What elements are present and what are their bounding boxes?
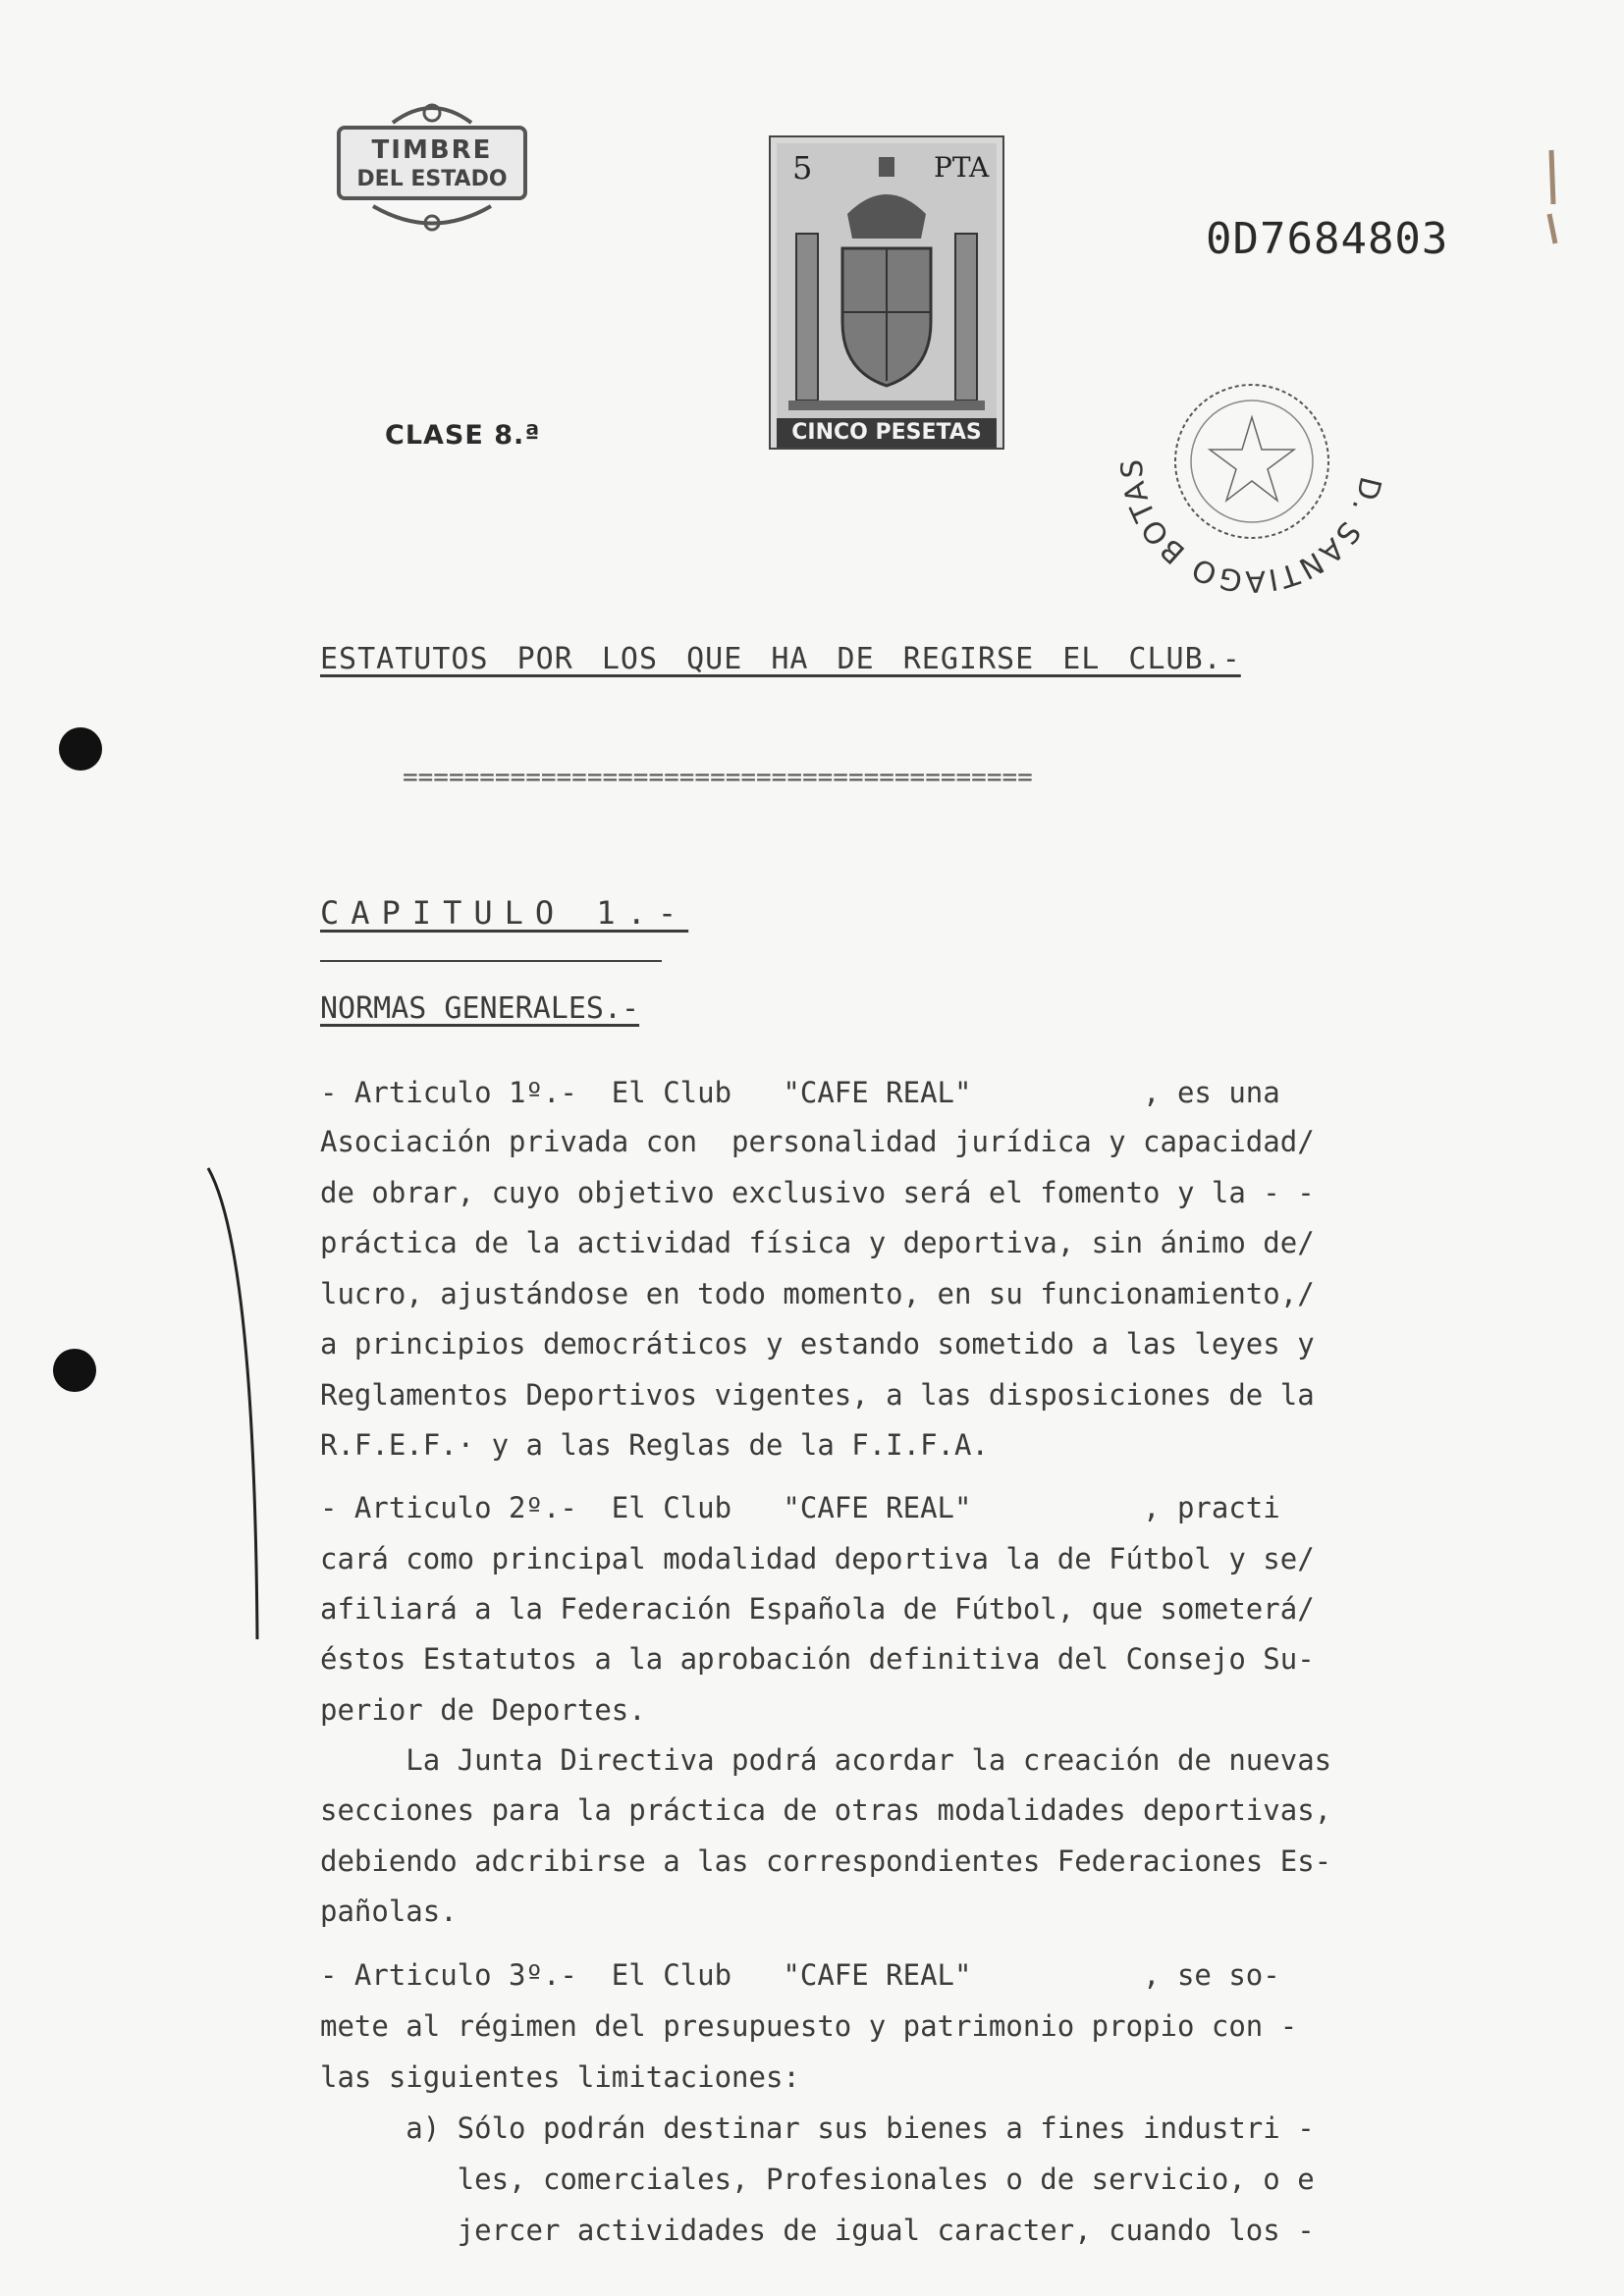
statute-line: pañolas. — [320, 1895, 458, 1928]
statute-line: a principios democráticos y estando sometido a las leyes y — [320, 1327, 1315, 1361]
statute-line: R.F.E.F.· y a las Reglas de la F.I.F.A. — [320, 1428, 989, 1462]
statute-line: mete al régimen del presupuesto y patrimonio propio con - — [320, 2009, 1298, 2043]
statute-line: éstos Estatutos a la aprobación definitiva del Consejo Su- — [320, 1642, 1315, 1676]
stamp-currency: PTA — [934, 151, 990, 184]
statute-line: de obrar, cuyo objetivo exclusivo será el fomento y la - - — [320, 1176, 1315, 1209]
punch-hole — [53, 1349, 96, 1392]
statute-line: a) Sólo podrán destinar sus bienes a fines industri - — [320, 2111, 1315, 2145]
chapter-heading: CAPITULO 1.- — [320, 894, 689, 932]
statute-line: les, comerciales, Profesionales o de servicio, o e — [320, 2163, 1315, 2196]
statute-line: cará como principal modalidad deportiva la de Fútbol y se/ — [320, 1542, 1315, 1575]
statute-line: lucro, ajustándose en todo momento, en su funcionamiento,/ — [320, 1277, 1315, 1310]
statute-line: jercer actividades de igual caracter, cuando los - — [320, 2214, 1315, 2247]
estado-label: DEL ESTADO — [356, 167, 508, 191]
timbre-label: TIMBRE — [371, 135, 493, 165]
svg-text:D. SANTIAGO BOTAS PREGO - OREN — [1100, 314, 1387, 598]
separator-line: ========================================= — [403, 763, 1033, 792]
statute-line: Reglamentos Deportivos vigentes, a las disposiciones de la — [320, 1378, 1315, 1412]
chapter-rule — [320, 960, 662, 962]
punch-hole — [59, 727, 102, 771]
revenue-stamp — [769, 135, 1004, 455]
document-title: ESTATUTOS POR LOS QUE HA DE REGIRSE EL CLUB.- — [320, 642, 1241, 676]
statute-line: La Junta Directiva podrá acordar la creación de nuevas — [320, 1743, 1332, 1777]
timbre-del-estado-emblem — [334, 93, 530, 240]
statute-line: las siguientes limitaciones: — [320, 2060, 800, 2094]
section-heading: NORMAS GENERALES.- — [320, 991, 640, 1026]
statute-line: - Articulo 3º.- El Club "CAFE REAL" , se so- — [320, 1958, 1280, 1992]
stamp-caption: CINCO PESETAS — [791, 420, 982, 445]
clase-label: CLASE 8.ª — [385, 420, 541, 451]
statute-line: Asociación privada con personalidad jurídica y capacidad/ — [320, 1125, 1315, 1158]
seal-text: D. SANTIAGO BOTAS — [1114, 456, 1388, 599]
staple-mark — [1532, 145, 1571, 253]
statute-line: - Articulo 1º.- El Club "CAFE REAL" , es una — [320, 1076, 1280, 1109]
statute-line: afiliará a la Federación Española de Fútbol, que someterá/ — [320, 1592, 1315, 1626]
serial-number: 0D7684803 — [1206, 214, 1449, 264]
statute-line: secciones para la práctica de otras modalidades deportivas, — [320, 1793, 1332, 1827]
statute-line: práctica de la actividad física y deportiva, sin ánimo de/ — [320, 1226, 1315, 1259]
statute-line: - Articulo 2º.- El Club "CAFE REAL" , practi — [320, 1491, 1280, 1524]
margin-pen-mark — [196, 1158, 275, 1649]
statute-line: perior de Deportes. — [320, 1693, 646, 1727]
statute-line: debiendo adcribirse a las correspondientes Federaciones Es- — [320, 1844, 1332, 1878]
notary-seal — [1100, 314, 1404, 609]
stamp-value: 5 — [792, 149, 813, 187]
